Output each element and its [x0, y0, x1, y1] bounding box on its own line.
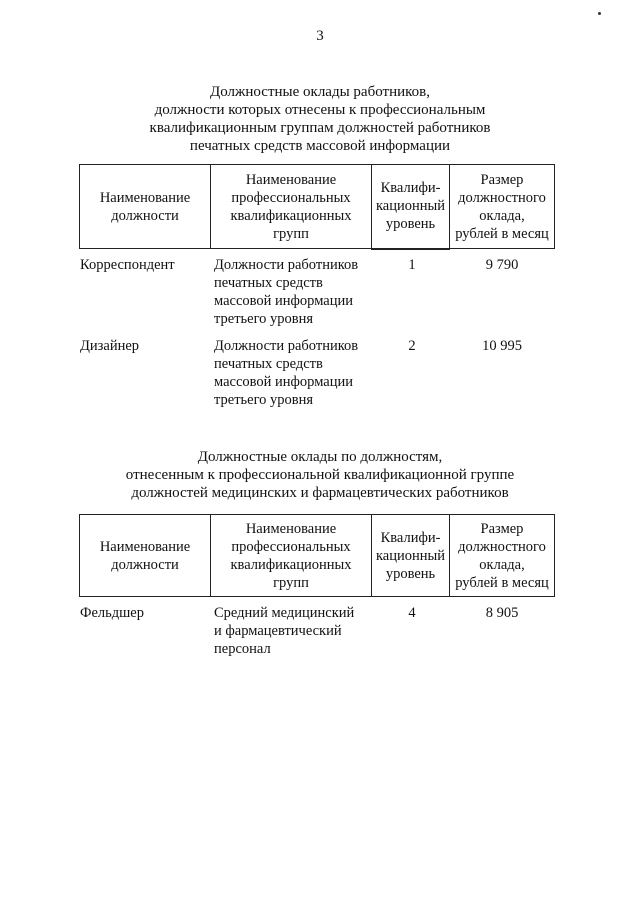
section-1-title — [80, 83, 560, 155]
header-position: Наименование должности — [80, 515, 211, 597]
row-level: 1 — [408, 257, 416, 273]
header-salary: Размер должностного оклада, рублей в месяц — [450, 165, 555, 249]
section-2-title — [80, 448, 560, 502]
section-1-title-line: Должностные оклады работников, — [210, 84, 430, 100]
header-level: Квалифи- кационный уровень — [372, 515, 450, 597]
section-1-title-line: квалификационным группам должностей работников — [149, 120, 491, 136]
row-level: 4 — [408, 605, 416, 621]
page-number: 3 — [316, 28, 324, 44]
section-2-title-line: должностей медицинских и фармацевтических работников — [131, 485, 509, 501]
section-2-title-line: отнесенным к профессиональной квалификационной группе — [125, 467, 515, 483]
header-group: Наименование профессиональных квалификационных групп — [211, 165, 372, 249]
header-salary: Размер должностного оклада, рублей в месяц — [450, 515, 555, 597]
section-2-table-header — [79, 514, 555, 597]
section-2-title-line: Должностные оклады по должностям, — [197, 449, 443, 465]
section-1-table-header — [79, 164, 555, 250]
section-1-title-line: печатных средств массовой информации — [189, 138, 451, 154]
scan-speck — [598, 12, 601, 15]
row-position: Фельдшер — [80, 605, 144, 621]
row-group: Средний медицинский и фармацевтический персонал — [214, 605, 355, 657]
header-group: Наименование профессиональных квалификационных групп — [211, 515, 372, 597]
header-level: Квалифи- кационный уровень — [372, 165, 450, 249]
row-position: Корреспондент — [80, 257, 175, 273]
row-salary: 10 995 — [482, 338, 522, 354]
row-group: Должности работников печатных средств массовой информации третьего уровня — [214, 257, 359, 327]
row-position: Дизайнер — [80, 338, 140, 354]
row-group: Должности работников печатных средств массовой информации третьего уровня — [214, 338, 359, 408]
row-salary: 8 905 — [485, 605, 519, 621]
section-1-title-line: должности которых отнесены к профессиональным — [154, 102, 486, 118]
row-level: 2 — [408, 338, 416, 354]
row-salary: 9 790 — [485, 257, 519, 273]
header-position: Наименование должности — [80, 165, 211, 249]
